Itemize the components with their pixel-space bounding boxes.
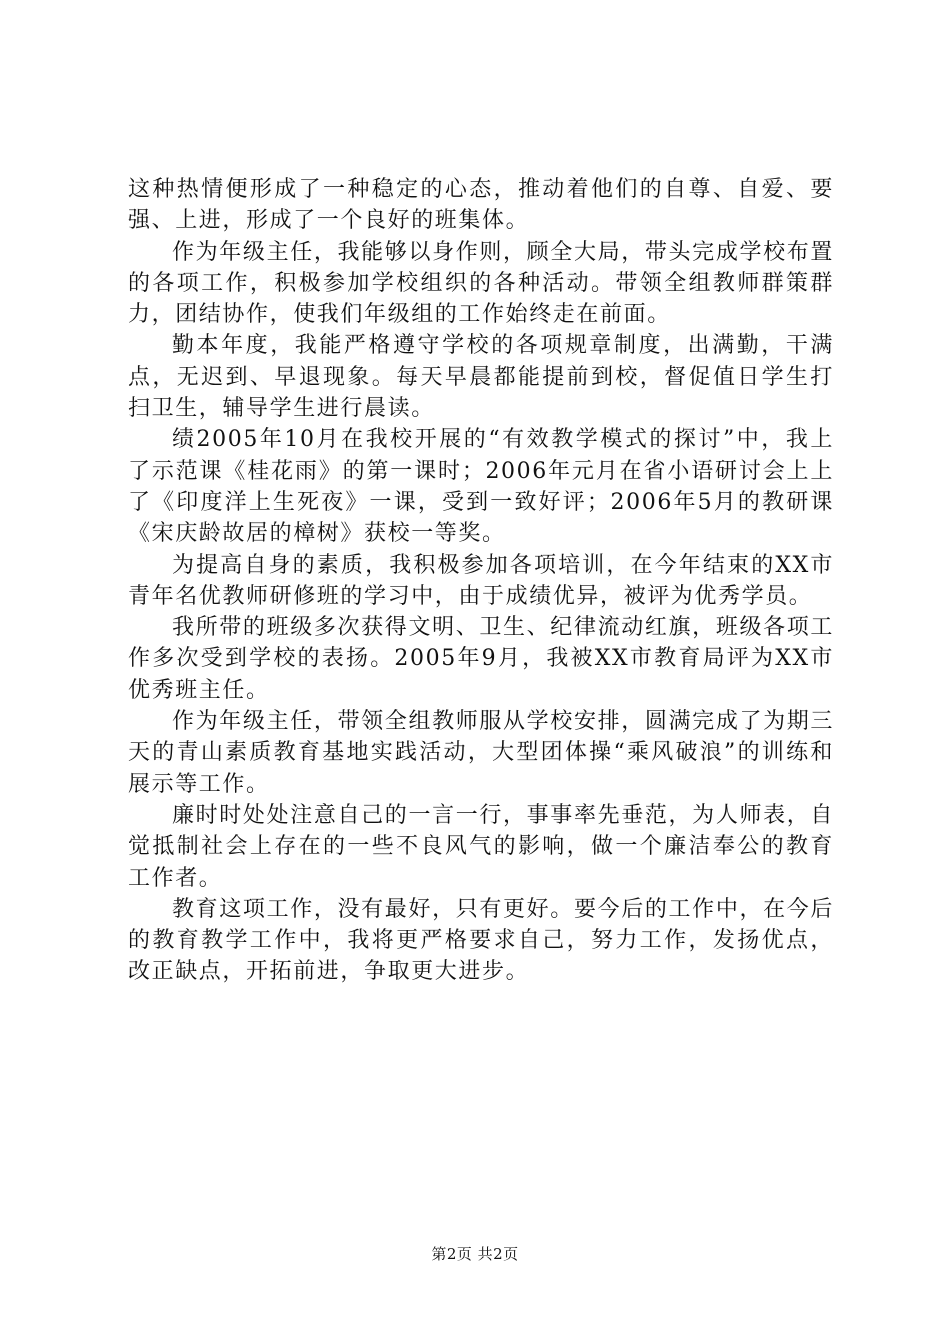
document-body — [128, 174, 834, 988]
paragraph-6: 我所带的班级多次获得文明、卫生、纪律流动红旗，班级各项工作多次受到学校的表扬。2005年9月，我被XX市教育局评为XX市优秀班主任。 — [128, 615, 834, 703]
page-number-footer: 第2页 共2页 — [431, 1245, 519, 1263]
paragraph-4: 绩2005年10月在我校开展的“有效教学模式的探讨”中，我上了示范课《桂花雨》的第一课时；2006年元月在省小语研讨会上上了《印度洋上生死夜》一课，受到一致好评；2006年5月的教研课《宋庆龄故居的樟树》获校一等奖。 — [128, 427, 834, 547]
paragraph-2: 作为年级主任，我能够以身作则，顾全大局，带头完成学校布置的各项工作，积极参加学校组织的各种活动。带领全组教师群策群力，团结协作，使我们年级组的工作始终走在前面。 — [128, 239, 834, 328]
paragraph-3: 勤本年度，我能严格遵守学校的各项规章制度，出满勤，干满点，无迟到、早退现象。每天早晨都能提前到校，督促值日学生打扫卫生，辅导学生进行晨读。 — [128, 333, 834, 422]
paragraph-1: 这种热情便形成了一种稳定的心态，推动着他们的自尊、自爱、要强、上进，形成了一个良好的班集体。 — [128, 177, 834, 234]
paragraph-9: 教育这项工作，没有最好，只有更好。要今后的工作中，在今后的教育教学工作中，我将更严格要求自己，努力工作，发扬优点，改正缺点，开拓前进，争取更大进步。 — [128, 896, 834, 985]
paragraph-7: 作为年级主任，带领全组教师服从学校安排，圆满完成了为期三天的青山素质教育基地实践活动，大型团体操“乘风破浪”的训练和展示等工作。 — [128, 709, 834, 797]
paragraph-5: 为提高自身的素质，我积极参加各项培训，在今年结束的XX市青年名优教师研修班的学习中，由于成绩优异，被评为优秀学员。 — [128, 552, 834, 609]
paragraph-8: 廉时时处处注意自己的一言一行，事事率先垂范，为人师表，自觉抵制社会上存在的一些不良风气的影响，做一个廉洁奉公的教育工作者。 — [128, 802, 834, 891]
